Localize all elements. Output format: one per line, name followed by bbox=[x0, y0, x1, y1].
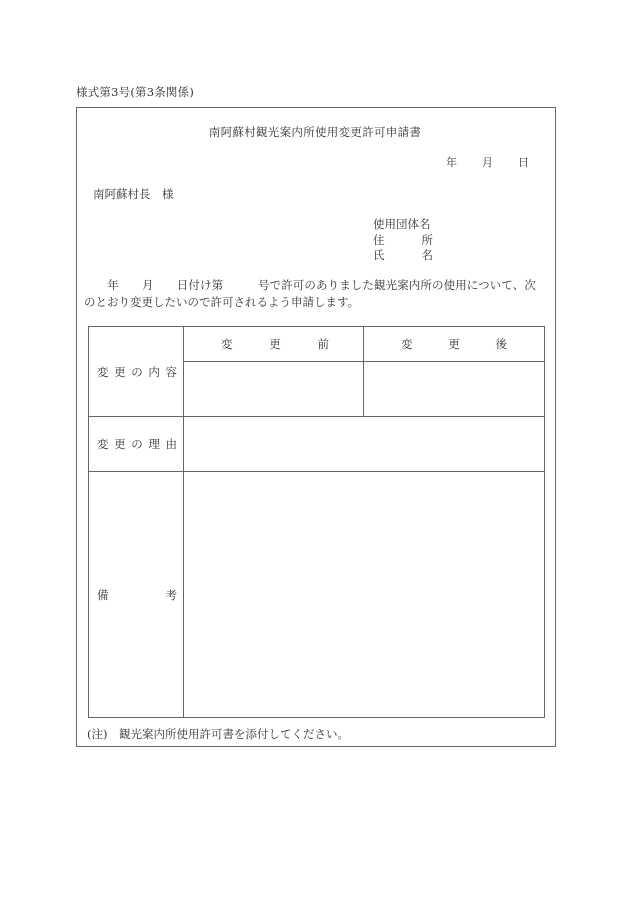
address-label: 住 所 bbox=[373, 232, 433, 247]
year-label: 年 bbox=[446, 156, 457, 169]
before-column-header: 変 更 前 bbox=[221, 337, 329, 351]
addressee: 南阿蘇村長 様 bbox=[93, 187, 174, 201]
change-reason-field[interactable] bbox=[185, 418, 543, 470]
remarks-field[interactable] bbox=[185, 473, 543, 715]
date-line bbox=[446, 154, 529, 170]
after-column-header: 変 更 後 bbox=[401, 337, 507, 351]
name-label: 氏 名 bbox=[373, 248, 433, 262]
organization-label: 使用団体名 bbox=[373, 217, 431, 231]
applicant-block bbox=[373, 217, 433, 264]
change-reason-label: 変 更 の 理 由 bbox=[97, 437, 177, 451]
intro-line-1: 年 月 日付け第 号で許可のありました観光案内所の使用について、次 bbox=[84, 278, 536, 292]
form-number: 様式第3号(第3条関係) bbox=[76, 85, 195, 99]
remarks-label: 備 考 bbox=[97, 587, 177, 602]
intro-paragraph bbox=[84, 277, 552, 310]
change-content-label: 変 更 の 内 容 bbox=[97, 364, 177, 379]
change-table bbox=[88, 326, 545, 718]
month-label: 月 bbox=[482, 156, 493, 169]
after-value-field[interactable] bbox=[365, 363, 543, 415]
intro-line-2: のとおり変更したいので許可されるよう申請します。 bbox=[84, 294, 360, 309]
document-title: 南阿蘇村観光案内所使用変更許可申請書 bbox=[208, 125, 422, 139]
before-value-field[interactable] bbox=[185, 363, 361, 415]
day-label: 日 bbox=[518, 156, 529, 169]
attachment-note: (注) 観光案内所使用許可書を添付してください。 bbox=[87, 727, 349, 741]
